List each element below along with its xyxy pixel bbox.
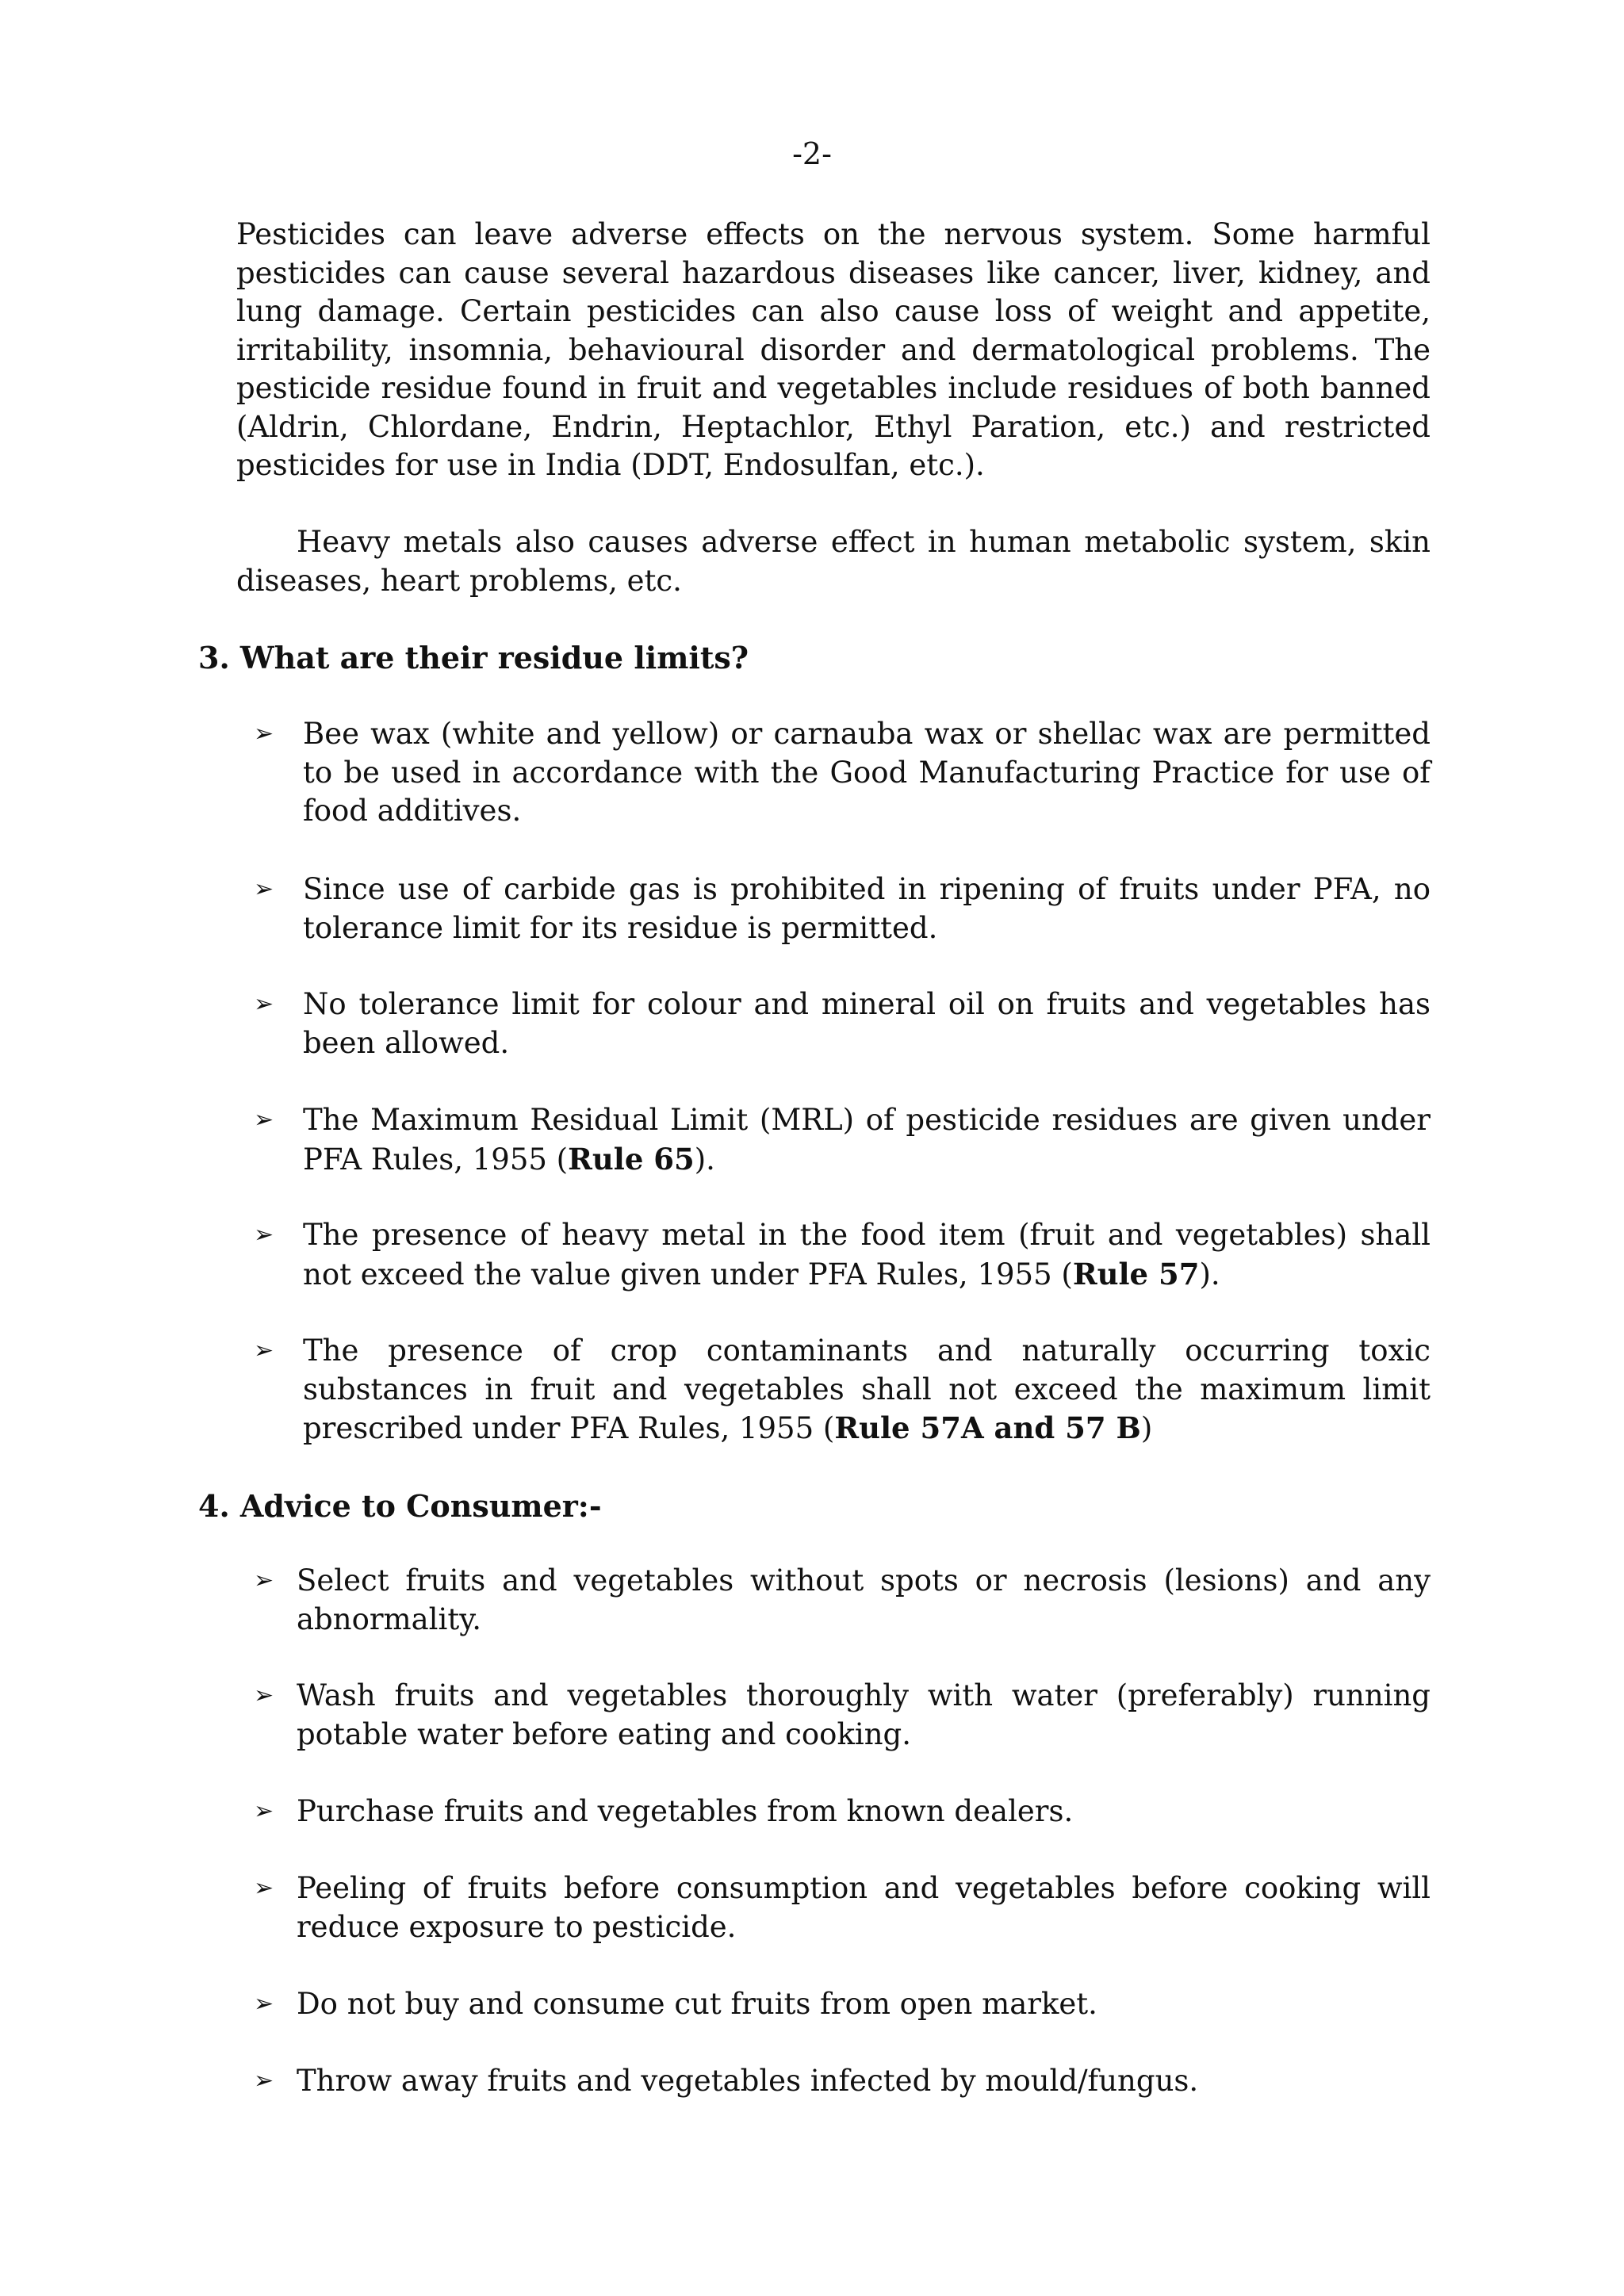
section-4-heading: 4. Advice to Consumer:- <box>198 1488 602 1524</box>
list-item <box>254 985 1431 1062</box>
list-item <box>254 715 1431 831</box>
arrowhead-bullet-icon: ➢ <box>254 1990 274 2018</box>
arrowhead-bullet-icon: ➢ <box>254 1797 274 1825</box>
arrowhead-bullet-icon: ➢ <box>254 1874 274 1902</box>
list-item <box>254 1985 1431 2024</box>
list-item <box>254 1869 1431 1946</box>
list-item-text: No tolerance limit for colour and mineral oil on fruits and vegetables has been allowed. <box>303 987 1431 1060</box>
arrowhead-bullet-icon: ➢ <box>254 1221 274 1249</box>
list-item <box>254 1793 1431 1831</box>
list-item-text: Since use of carbide gas is prohibited in ripening of fruits under PFA, no tolerance limit for its residue is permitted. <box>303 872 1431 945</box>
arrowhead-bullet-icon: ➢ <box>254 1682 274 1709</box>
arrowhead-bullet-icon: ➢ <box>254 1337 274 1364</box>
rule-reference: Rule 57A and 57 B <box>834 1410 1141 1445</box>
list-item-text: Do not buy and consume cut fruits from open market. <box>297 1987 1097 2021</box>
list-item <box>254 1677 1431 1754</box>
arrowhead-bullet-icon: ➢ <box>254 1106 274 1134</box>
rule-reference: Rule 57 <box>1072 1256 1200 1292</box>
arrowhead-bullet-icon: ➢ <box>254 875 274 903</box>
list-item-text: The presence of crop contaminants and naturally occurring toxic substances in fruit and vegetables shall not exceed the maximum limit prescribed under PFA Rules, 1955 (Rule 57A and 57 B) <box>303 1334 1431 1445</box>
arrowhead-bullet-icon: ➢ <box>254 990 274 1018</box>
intro-paragraph-pesticides: Pesticides can leave adverse effects on the nervous system. Some harmful pesticides can cause several hazardous diseases like cancer, liver, kidney, and lung damage. Certain pesticides can also cause loss of weight and appetite, irritability, insomnia, behavioural disorder and dermatological problems. The pesticide residue found in fruit and vegetables include residues of both banned (Aldrin, Chlordane, Endrin, Heptachlor, Ethyl Paration, etc.) and restricted pesticides for use in India (DDT, Endosulfan, etc.). <box>236 217 1431 482</box>
list-item-text: Select fruits and vegetables without spots or necrosis (lesions) and any abnormality. <box>297 1563 1431 1636</box>
section-3-heading: 3. What are their residue limits? <box>198 640 749 675</box>
list-item <box>254 1101 1431 1179</box>
list-item <box>254 2062 1431 2101</box>
list-item <box>254 1562 1431 1639</box>
page-number: -2- <box>792 136 832 171</box>
list-item-text: Bee wax (white and yellow) or carnauba wax or shellac wax are permitted to be used in accordance with the Good Manufacturing Practice for use of food additives. <box>303 717 1431 828</box>
list-item-text: Throw away fruits and vegetables infected by mould/fungus. <box>297 2064 1199 2098</box>
arrowhead-bullet-icon: ➢ <box>254 1567 274 1594</box>
list-item <box>254 871 1431 947</box>
arrowhead-bullet-icon: ➢ <box>254 720 274 748</box>
list-item <box>254 1216 1431 1294</box>
list-item-text: Wash fruits and vegetables thoroughly with water (preferably) running potable water before eating and cooking. <box>297 1678 1431 1751</box>
list-item-text: Peeling of fruits before consumption and vegetables before cooking will reduce exposure to pesticide. <box>297 1871 1431 1944</box>
arrowhead-bullet-icon: ➢ <box>254 2067 274 2095</box>
list-item-text: Purchase fruits and vegetables from known dealers. <box>297 1794 1074 1828</box>
list-item-text: The Maximum Residual Limit (MRL) of pesticide residues are given under PFA Rules, 1955 (Rule 65). <box>303 1103 1431 1177</box>
rule-reference: Rule 65 <box>568 1141 695 1177</box>
list-item-text: The presence of heavy metal in the food item (fruit and vegetables) shall not exceed the value given under PFA Rules, 1955 (Rule 57). <box>303 1218 1431 1292</box>
intro-paragraph-heavy-metals: Heavy metals also causes adverse effect in human metabolic system, skin diseases, heart problems, etc. <box>236 525 1431 598</box>
list-item <box>254 1332 1431 1448</box>
